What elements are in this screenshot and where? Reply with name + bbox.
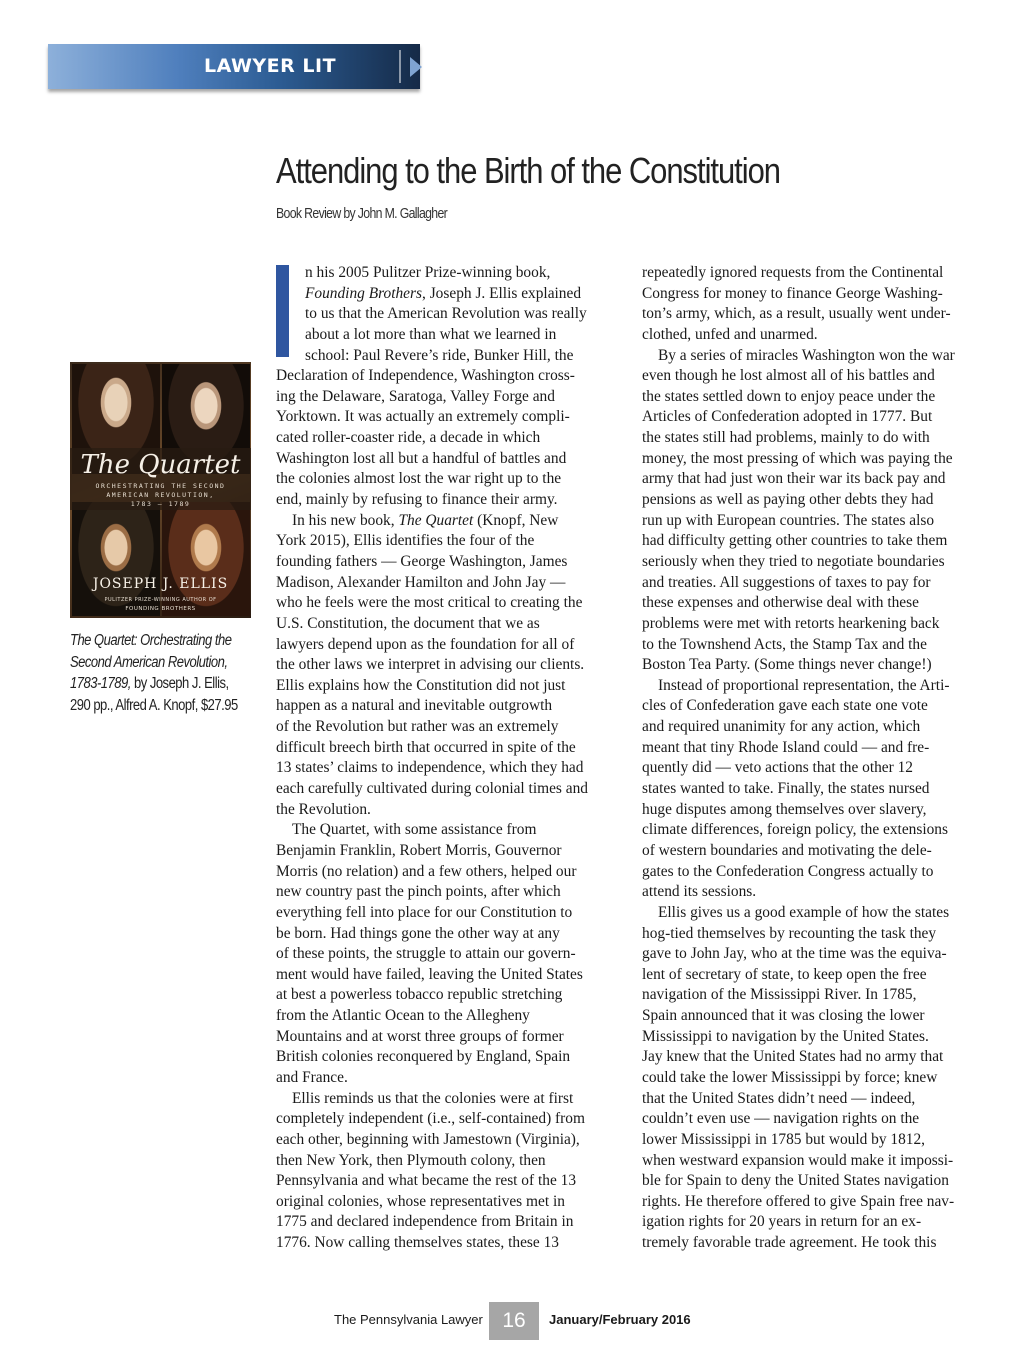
body-text-line: the states settled down to enjoy peace under the <box>642 387 936 405</box>
article-title: Attending to the Birth of the Constitution <box>276 150 780 191</box>
body-text-line: quently did — veto actions that the other 12 <box>642 759 913 777</box>
body-text-line: repeatedly ignored requests from the Continental <box>642 264 944 281</box>
body-text-line: clothed, unfed and unarmed. <box>642 325 818 343</box>
page-number: 16 <box>502 1309 526 1332</box>
body-text-line: lent of secretary of state, to keep open the free <box>642 965 927 983</box>
body-text-line: of western boundaries and motivating the dele- <box>642 841 932 859</box>
body-text-line: about a lot more than what we learned in <box>305 325 557 343</box>
body-text-line: Congress for money to finance George Washing- <box>642 284 943 302</box>
arrow-right-icon <box>410 57 422 77</box>
caption-text: by Joseph J. Ellis, <box>130 675 229 692</box>
cover-subtitle-line: AMERICAN REVOLUTION, <box>106 491 215 499</box>
body-text-line: of the Revolution but rather was an extremely <box>276 718 559 736</box>
body-text-line: Ellis reminds us that the colonies were at first <box>292 1089 574 1107</box>
body-text-line: ing the Delaware, Saratoga, Valley Forge and <box>276 387 555 405</box>
body-text-line: lawyers depend upon as the foundation for all of <box>276 635 575 653</box>
body-text-line: cles of Confederation gave each state one vote <box>642 697 928 715</box>
cover-author: JOSEPH J. ELLIS <box>92 576 229 592</box>
body-text-line: The Quartet, with some assistance from <box>292 821 537 839</box>
body-text-line: when westward expansion would make it impossi- <box>642 1151 954 1169</box>
body-text-line: pensions as well as paying other debts they had <box>642 491 934 509</box>
article-column-right <box>642 263 984 1254</box>
body-text-line: that the United States didn’t need — indeed, <box>642 1089 916 1107</box>
body-text-line: then New York, then Plymouth colony, then <box>276 1151 546 1169</box>
body-text-line: army that had just won their war its back pay and <box>642 470 946 488</box>
body-text-line: Ellis gives us a good example of how the states <box>658 903 950 921</box>
cover-subtitle <box>76 482 245 509</box>
body-text-line: from the Atlantic Ocean to the Allegheny <box>276 1007 530 1025</box>
body-text-line: and France. <box>276 1068 348 1086</box>
body-text-line: school: Paul Revere’s ride, Bunker Hill, the <box>305 346 574 364</box>
body-text-line: igation rights for 20 years in return for an ex- <box>642 1213 922 1231</box>
body-text-line: Morris (no relation) and a few others, helped our <box>276 862 577 880</box>
body-text-line: couldn’t even use — navigation rights on the <box>642 1110 920 1128</box>
body-text-line: ble for Spain to deny the United States navigation <box>642 1172 949 1190</box>
body-text-line: tremely favorable trade agreement. He took this <box>642 1234 937 1252</box>
section-banner <box>48 44 420 89</box>
body-text-line: money, the most pressing of which was paying the <box>642 449 953 467</box>
body-text-line: attend its sessions. <box>642 883 757 901</box>
body-text-line: Yorktown. It was actually an extremely compli- <box>276 408 570 426</box>
body-text-line: who he feels were the most critical to creating the <box>276 594 583 612</box>
body-text-line: and required unanimity for any action, which <box>642 718 921 736</box>
body-text-line: cated roller-coaster ride, a decade in which <box>276 429 541 447</box>
body-text-line: states wanted to take. Finally, the states nursed <box>642 780 930 798</box>
cover-tagline: PULITZER PRIZE-WINNING AUTHOR OF <box>104 597 217 603</box>
body-text-line: everything fell into place for our Constitution to <box>276 903 573 921</box>
cover-title: The Quartet <box>80 450 241 480</box>
body-text-line: By a series of miracles Washington won the war <box>658 346 955 364</box>
body-text-line: Ellis explains how the Constitution did not just <box>276 676 566 694</box>
banner-divider <box>399 50 401 83</box>
body-text-line: rights. He therefore offered to give Spain free nav- <box>642 1192 955 1210</box>
cover-subtitle-line: 1783 – 1789 <box>130 500 191 508</box>
body-text-line: each other, beginning with Jamestown (Virginia), <box>276 1130 580 1148</box>
body-text-line: ment would have failed, leaving the United States <box>276 965 583 983</box>
body-text-line: difficult breech birth that occurred in spite of the <box>276 738 576 756</box>
body-text-line: completely independent (i.e., self-contained) from <box>276 1110 585 1128</box>
body-text-line: York 2015), Ellis identifies the four of the <box>276 532 535 550</box>
caption-italic: 1783-1789, <box>70 675 131 692</box>
body-text-line: these expenses and otherwise deal with these <box>642 594 919 612</box>
body-text-line: meant that tiny Rhode Island could — and fre- <box>642 738 930 756</box>
footer-issue-date: January/February 2016 <box>549 1312 691 1327</box>
body-text-line: Instead of proportional representation, the Arti- <box>658 676 950 694</box>
body-text-line: to us that the American Revolution was really <box>305 305 587 323</box>
body-text-line: happen as a natural and inevitable outgrowth <box>276 697 553 715</box>
body-text-line: had difficulty getting other countries to take them <box>642 532 948 550</box>
caption-line <box>70 673 230 695</box>
body-text-line: each carefully cultivated during colonial times and <box>276 780 588 798</box>
body-text-line: founding fathers — George Washington, James <box>276 552 568 570</box>
caption-line: The Quartet: Orchestrating the <box>70 632 232 649</box>
body-text-line: navigation of the Mississippi River. In 1785, <box>642 986 917 1004</box>
body-text-line: of these points, the struggle to attain our govern- <box>276 945 576 963</box>
body-text-line: gates to the Confederation Congress actually to <box>642 862 934 880</box>
body-text-line: the colonies almost lost the war right up to the <box>276 470 562 488</box>
body-text-line: hog-tied themselves by recounting the task they <box>642 924 937 942</box>
body-text-line: Declaration of Independence, Washington cross- <box>276 367 575 385</box>
body-text-line: ton’s army, which, as a result, usually went under- <box>642 305 951 323</box>
body-text-line: Mountains and at worst three groups of former <box>276 1027 564 1045</box>
body-text-line: could take the lower Mississippi by force; knew <box>642 1068 938 1086</box>
body-text-line: 1775 and declared independence from Britain in <box>276 1213 574 1231</box>
body-text-line: run up with European countries. The states also <box>642 511 935 529</box>
body-text-line: Jay knew that the United States had no army that <box>642 1048 944 1066</box>
cover-tagline: FOUNDING BROTHERS <box>125 606 196 612</box>
body-text-line: Washington lost all but a handful of battles and <box>276 449 567 467</box>
body-text-line: 13 states’ claims to independence, which they had <box>276 759 584 777</box>
page-number-box <box>489 1302 539 1340</box>
article-byline: Book Review by John M. Gallagher <box>276 205 448 222</box>
body-text-line: Articles of Confederation adopted in 1777. But <box>642 408 933 426</box>
body-text-line: the Revolution. <box>276 800 371 818</box>
body-text-line: U.S. Constitution, the document that we as <box>276 614 540 632</box>
body-text-line: and treaties. All suggestions of taxes to pay for <box>642 573 931 591</box>
body-text-line: at best a powerless tobacco republic stretching <box>276 986 563 1004</box>
body-text-line: the states still had problems, mainly to do with <box>642 429 930 447</box>
body-text-line: Mississippi to navigation by the United States. <box>642 1027 929 1045</box>
body-text-line: the other laws we interpret in advising our clients. <box>276 656 585 674</box>
body-text-line: problems were met with retorts hearkening back <box>642 614 940 632</box>
body-text-line: lower Mississippi in 1785 but would by 1812, <box>642 1130 926 1148</box>
body-text-line: n his 2005 Pulitzer Prize-winning book, <box>305 264 551 281</box>
caption-line: Second American Revolution, <box>70 653 228 671</box>
book-cover-image <box>70 362 251 618</box>
body-text-line: huge disputes among themselves over slavery, <box>642 800 927 818</box>
caption-line: 290 pp., Alfred A. Knopf, $27.95 <box>70 696 238 714</box>
book-caption <box>70 630 238 716</box>
body-text-line: Spain announced that it was closing the lower <box>642 1007 925 1025</box>
body-text-line: gave to John Jay, who at the time was the equiva- <box>642 945 947 963</box>
body-text-line: climate differences, foreign policy, the extensions <box>642 821 948 839</box>
footer-publication: The Pennsylvania Lawyer <box>334 1312 483 1327</box>
body-text-line: original colonies, whose representatives met in <box>276 1192 565 1210</box>
body-text-line: Madison, Alexander Hamilton and John Jay — <box>276 573 566 591</box>
section-label: LAWYER LIT <box>204 55 337 77</box>
body-text-line: end, mainly by refusing to finance their army. <box>276 491 558 509</box>
body-text-line: In his new book, The Quartet (Knopf, New <box>292 511 559 529</box>
body-text-line: Founding Brothers, Joseph J. Ellis explained <box>305 284 582 302</box>
body-text-line: Benjamin Franklin, Robert Morris, Gouvernor <box>276 841 562 859</box>
body-text-line: Pennsylvania and what became the rest of the 13 <box>276 1172 577 1190</box>
body-text-line: British colonies reconquered by England, Spain <box>276 1048 571 1066</box>
body-text-line: to the Townshend Acts, the Stamp Tax and the <box>642 635 927 653</box>
body-text-line: seriously when they tried to negotiate boundaries <box>642 552 945 570</box>
cover-subtitle-line: ORCHESTRATING THE SECOND <box>95 482 226 490</box>
body-text-line: be born. Had things gone the other way at any <box>276 924 560 942</box>
body-text-line: Boston Tea Party. (Some things never change!) <box>642 656 932 674</box>
body-text-line: even though he lost almost all of his battles and <box>642 367 935 385</box>
article-column-left <box>276 263 618 1254</box>
body-text-line: 1776. Now calling themselves states, these 13 <box>276 1234 559 1252</box>
body-text-line: new country past the pinch points, after which <box>276 883 561 901</box>
